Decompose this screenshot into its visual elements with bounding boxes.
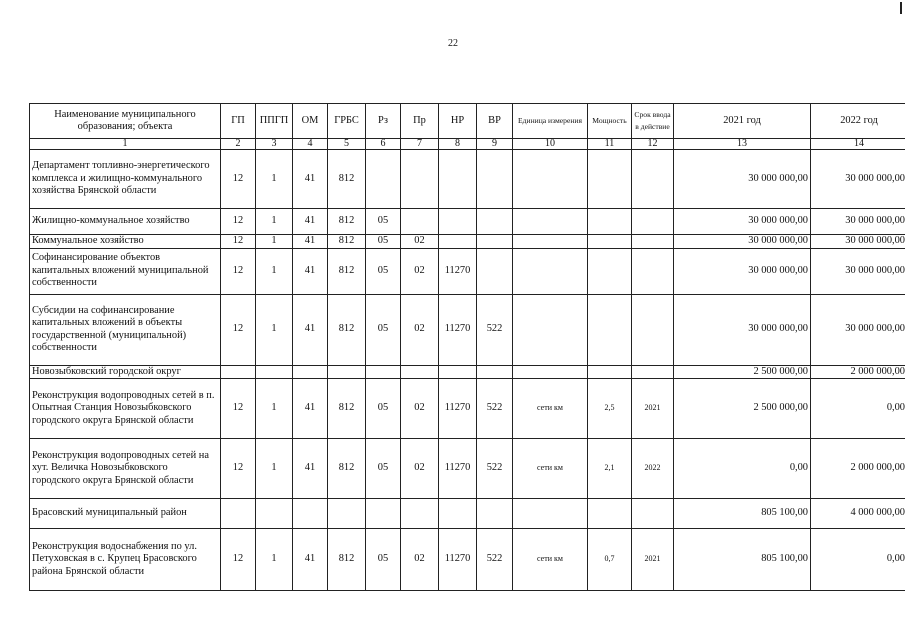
row-amount-2021: 30 000 000,00 <box>674 150 811 209</box>
header-om: ОМ <box>293 104 328 139</box>
row-gp: 12 <box>221 379 256 439</box>
row-capacity <box>588 499 632 529</box>
table-row <box>30 529 905 591</box>
row-rz <box>366 150 401 209</box>
row-name: Жилищно-коммунальное хозяйство <box>30 209 221 235</box>
row-nr: 11270 <box>439 379 477 439</box>
row-gp <box>221 365 256 379</box>
row-amount-2021: 0,00 <box>674 439 811 499</box>
row-term <box>632 209 674 235</box>
row-amount-2022: 30 000 000,00 <box>811 150 905 209</box>
row-rz <box>366 365 401 379</box>
row-capacity <box>588 235 632 249</box>
row-grbs: 812 <box>328 529 366 591</box>
row-rz <box>366 499 401 529</box>
row-capacity: 0,7 <box>588 529 632 591</box>
row-capacity <box>588 294 632 365</box>
row-grbs <box>328 365 366 379</box>
row-name: Софинансирование объектов капитальных вложений муниципальной собственности <box>30 248 221 294</box>
row-capacity <box>588 248 632 294</box>
row-grbs: 812 <box>328 150 366 209</box>
row-amount-2022: 30 000 000,00 <box>811 209 905 235</box>
row-term <box>632 235 674 249</box>
row-om: 41 <box>293 529 328 591</box>
table-row <box>30 439 905 499</box>
row-term <box>632 150 674 209</box>
row-capacity: 2,1 <box>588 439 632 499</box>
row-name: Новозыбковский городской округ <box>30 365 221 379</box>
row-nr <box>439 150 477 209</box>
table-row <box>30 294 905 365</box>
row-name: Реконструкция водоснабжения по ул. Петуховская в с. Крупец Брасовского района Брянской области <box>30 529 221 591</box>
row-ppgp: 1 <box>256 235 293 249</box>
row-vr: 522 <box>477 379 513 439</box>
row-unit <box>513 248 588 294</box>
header-term: Срок ввода в действие <box>632 104 674 139</box>
row-unit <box>513 365 588 379</box>
header-unit: Единица измерения <box>513 104 588 139</box>
row-vr <box>477 209 513 235</box>
row-amount-2022: 0,00 <box>811 529 905 591</box>
column-number: 5 <box>328 139 366 150</box>
row-gp: 12 <box>221 529 256 591</box>
column-number: 14 <box>811 139 905 150</box>
row-gp: 12 <box>221 209 256 235</box>
header-grbs: ГРБС <box>328 104 366 139</box>
row-om: 41 <box>293 439 328 499</box>
row-nr: 11270 <box>439 439 477 499</box>
row-rz: 05 <box>366 439 401 499</box>
column-number: 12 <box>632 139 674 150</box>
table-row <box>30 209 905 235</box>
row-grbs: 812 <box>328 379 366 439</box>
row-nr <box>439 209 477 235</box>
row-pr: 02 <box>401 529 439 591</box>
row-term <box>632 294 674 365</box>
row-unit: сети км <box>513 529 588 591</box>
row-rz: 05 <box>366 235 401 249</box>
row-unit <box>513 499 588 529</box>
row-name: Субсидии на софинансирование капитальных вложений в объекты государственной (муниципальной) собственности <box>30 294 221 365</box>
row-ppgp <box>256 499 293 529</box>
column-number: 7 <box>401 139 439 150</box>
row-grbs: 812 <box>328 209 366 235</box>
column-number: 11 <box>588 139 632 150</box>
row-grbs: 812 <box>328 294 366 365</box>
table-row <box>30 365 905 379</box>
row-term: 2022 <box>632 439 674 499</box>
row-ppgp: 1 <box>256 209 293 235</box>
row-gp: 12 <box>221 235 256 249</box>
row-om: 41 <box>293 294 328 365</box>
row-amount-2021: 30 000 000,00 <box>674 248 811 294</box>
row-om: 41 <box>293 379 328 439</box>
column-number: 3 <box>256 139 293 150</box>
table-row <box>30 150 905 209</box>
row-capacity <box>588 209 632 235</box>
row-amount-2021: 30 000 000,00 <box>674 235 811 249</box>
row-amount-2022: 0,00 <box>811 379 905 439</box>
header-2022: 2022 год <box>811 104 905 139</box>
row-amount-2021: 30 000 000,00 <box>674 209 811 235</box>
row-gp: 12 <box>221 150 256 209</box>
row-term <box>632 248 674 294</box>
column-number: 6 <box>366 139 401 150</box>
header-gp: ГП <box>221 104 256 139</box>
budget-table <box>29 103 905 591</box>
header-capacity: Мощность <box>588 104 632 139</box>
row-capacity <box>588 150 632 209</box>
row-gp <box>221 499 256 529</box>
row-ppgp: 1 <box>256 379 293 439</box>
row-vr: 522 <box>477 439 513 499</box>
row-om: 41 <box>293 209 328 235</box>
row-grbs: 812 <box>328 235 366 249</box>
row-nr <box>439 235 477 249</box>
table-row <box>30 379 905 439</box>
row-vr <box>477 365 513 379</box>
row-term <box>632 499 674 529</box>
row-ppgp: 1 <box>256 294 293 365</box>
row-term: 2021 <box>632 529 674 591</box>
row-term: 2021 <box>632 379 674 439</box>
column-number: 1 <box>30 139 221 150</box>
row-name: Департамент топливно-энергетического комплекса и жилищно-коммунального хозяйства Брянской области <box>30 150 221 209</box>
row-grbs <box>328 499 366 529</box>
row-capacity <box>588 365 632 379</box>
row-rz: 05 <box>366 379 401 439</box>
table-row <box>30 499 905 529</box>
row-vr: 522 <box>477 294 513 365</box>
row-name: Коммунальное хозяйство <box>30 235 221 249</box>
row-amount-2022: 2 000 000,00 <box>811 365 905 379</box>
row-capacity: 2,5 <box>588 379 632 439</box>
row-nr: 11270 <box>439 248 477 294</box>
row-unit <box>513 235 588 249</box>
row-pr <box>401 150 439 209</box>
row-gp: 12 <box>221 248 256 294</box>
row-unit: сети км <box>513 379 588 439</box>
row-pr <box>401 365 439 379</box>
row-gp: 12 <box>221 439 256 499</box>
row-ppgp: 1 <box>256 150 293 209</box>
row-om <box>293 499 328 529</box>
column-number: 9 <box>477 139 513 150</box>
column-number: 2 <box>221 139 256 150</box>
row-amount-2021: 30 000 000,00 <box>674 294 811 365</box>
header-pr: Пр <box>401 104 439 139</box>
row-pr: 02 <box>401 439 439 499</box>
row-amount-2022: 30 000 000,00 <box>811 294 905 365</box>
page-number: 22 <box>448 38 458 49</box>
row-pr: 02 <box>401 379 439 439</box>
row-amount-2022: 30 000 000,00 <box>811 235 905 249</box>
row-unit: сети км <box>513 439 588 499</box>
row-rz: 05 <box>366 529 401 591</box>
header-rz: Рз <box>366 104 401 139</box>
row-name: Реконструкция водопроводных сетей в п. Опытная Станция Новозыбковского городского округа Брянской области <box>30 379 221 439</box>
column-number: 13 <box>674 139 811 150</box>
row-rz: 05 <box>366 248 401 294</box>
row-pr <box>401 209 439 235</box>
row-nr <box>439 365 477 379</box>
row-amount-2022: 2 000 000,00 <box>811 439 905 499</box>
row-ppgp: 1 <box>256 529 293 591</box>
column-number: 10 <box>513 139 588 150</box>
header-nr: НР <box>439 104 477 139</box>
scan-edge-mark <box>900 2 902 14</box>
row-name: Реконструкция водопроводных сетей на хут. Величка Новозыбковского городского округа Брянской области <box>30 439 221 499</box>
row-rz: 05 <box>366 294 401 365</box>
row-unit <box>513 294 588 365</box>
header-name: Наименование муниципального образования; объекта <box>30 104 221 139</box>
row-ppgp: 1 <box>256 439 293 499</box>
row-amount-2022: 4 000 000,00 <box>811 499 905 529</box>
row-name: Брасовский муниципальный район <box>30 499 221 529</box>
row-om: 41 <box>293 235 328 249</box>
row-vr <box>477 248 513 294</box>
row-grbs: 812 <box>328 248 366 294</box>
row-ppgp <box>256 365 293 379</box>
row-rz: 05 <box>366 209 401 235</box>
row-grbs: 812 <box>328 439 366 499</box>
row-pr: 02 <box>401 294 439 365</box>
row-om: 41 <box>293 150 328 209</box>
row-amount-2021: 2 500 000,00 <box>674 365 811 379</box>
row-vr: 522 <box>477 529 513 591</box>
row-nr <box>439 499 477 529</box>
column-number-row <box>30 139 905 150</box>
row-om <box>293 365 328 379</box>
row-om: 41 <box>293 248 328 294</box>
row-pr: 02 <box>401 248 439 294</box>
row-vr <box>477 235 513 249</box>
row-term <box>632 365 674 379</box>
row-vr <box>477 150 513 209</box>
row-pr <box>401 499 439 529</box>
header-ppgp: ППГП <box>256 104 293 139</box>
row-ppgp: 1 <box>256 248 293 294</box>
row-nr: 11270 <box>439 294 477 365</box>
row-amount-2022: 30 000 000,00 <box>811 248 905 294</box>
table-row <box>30 248 905 294</box>
column-number: 8 <box>439 139 477 150</box>
table-row <box>30 235 905 249</box>
header-vr: ВР <box>477 104 513 139</box>
row-amount-2021: 2 500 000,00 <box>674 379 811 439</box>
table-header-row <box>30 104 905 139</box>
header-2021: 2021 год <box>674 104 811 139</box>
row-amount-2021: 805 100,00 <box>674 529 811 591</box>
column-number: 4 <box>293 139 328 150</box>
row-vr <box>477 499 513 529</box>
row-gp: 12 <box>221 294 256 365</box>
row-unit <box>513 209 588 235</box>
row-unit <box>513 150 588 209</box>
row-nr: 11270 <box>439 529 477 591</box>
row-amount-2021: 805 100,00 <box>674 499 811 529</box>
row-pr: 02 <box>401 235 439 249</box>
